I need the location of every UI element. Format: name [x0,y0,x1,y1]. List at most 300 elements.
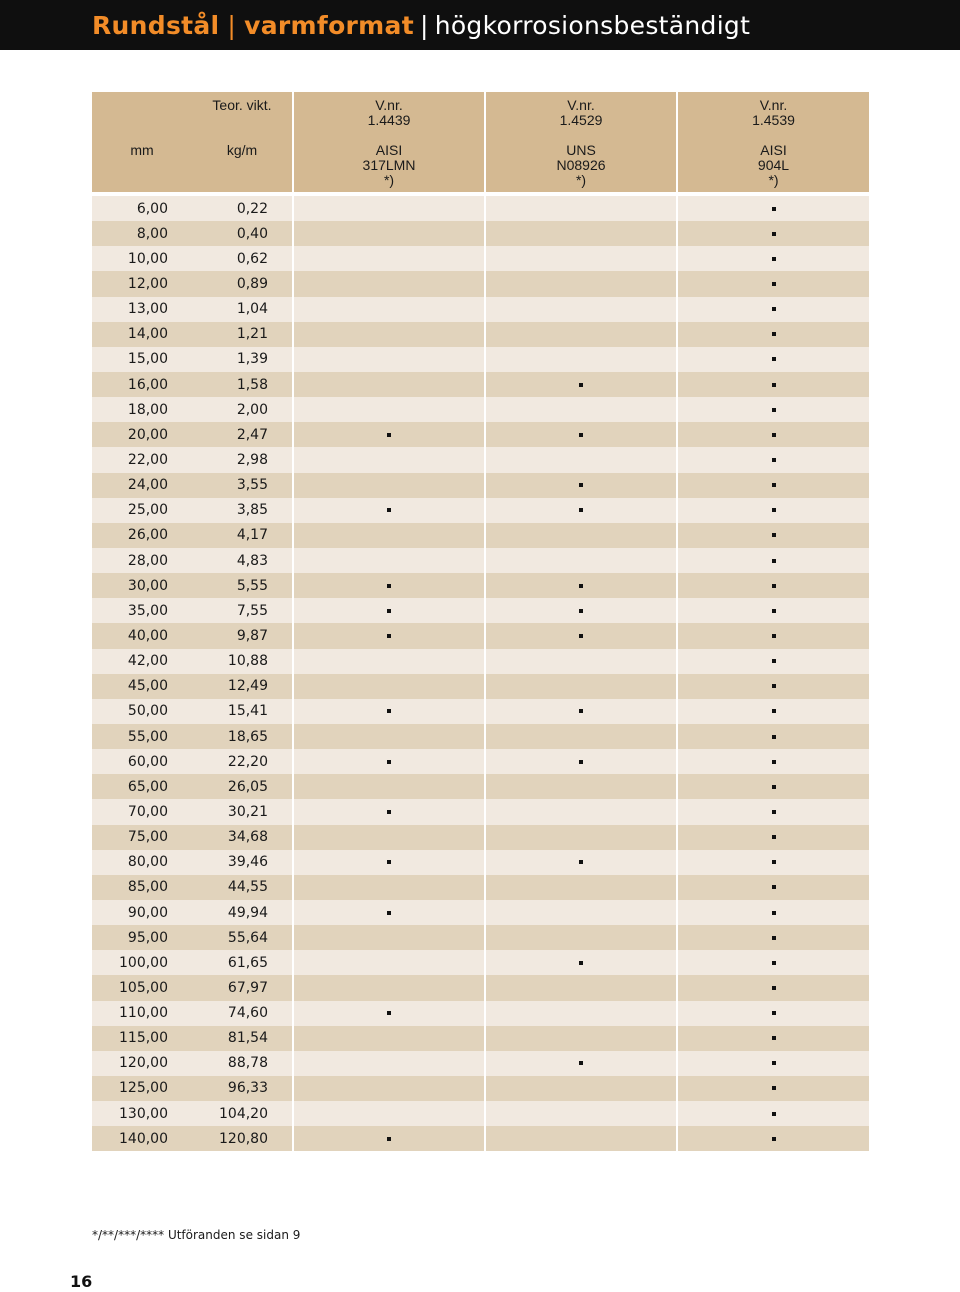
table-row [92,1001,869,1026]
title-separator: | [227,10,237,40]
cell-availability-1-4529 [484,1101,676,1126]
table-row [92,1076,869,1101]
header-col-c-top1: V.nr. [759,97,788,113]
dimension-table [92,92,869,1151]
cell-weight-kg-m: 34,68 [227,829,268,846]
availability-dot-icon [772,1112,776,1116]
cell-availability-1-4529 [484,774,676,799]
cell-availability-1-4539 [676,372,869,397]
cell-weight-kg-m: 9,87 [236,627,268,644]
cell-diameter-mm: 13,00 [127,301,168,318]
cell-diameter-mm: 50,00 [127,703,168,720]
cell-weight-kg-m: 1,39 [236,351,268,368]
cell-availability-1-4529 [484,1026,676,1051]
availability-dot-icon [579,609,583,613]
cell-availability-1-4529 [484,221,676,246]
table-row [92,322,869,347]
cell-availability-1-4529 [484,1076,676,1101]
cell-availability-1-4439 [292,925,484,950]
cell-availability-1-4539 [676,699,869,724]
table-row [92,498,869,523]
table-row [92,548,869,573]
cell-availability-1-4529 [484,1051,676,1076]
availability-dot-icon [579,1061,583,1065]
header-col-b-bot2: N08926 [556,157,606,173]
cell-weight-kg-m: 4,83 [236,552,268,569]
cell-availability-1-4439 [292,196,484,221]
cell-diameter-mm: 8,00 [136,225,168,242]
table-row [92,900,869,925]
cell-availability-1-4529 [484,473,676,498]
availability-dot-icon [772,1086,776,1090]
cell-weight-kg-m: 1,04 [236,301,268,318]
cell-availability-1-4439 [292,372,484,397]
title-part-1: Rundstål [92,10,220,40]
cell-availability-1-4529 [484,246,676,271]
availability-dot-icon [772,609,776,613]
header-col-b-top1: V.nr. [567,97,595,113]
cell-weight-kg-m: 18,65 [227,728,268,745]
availability-dot-icon [772,458,776,462]
cell-availability-1-4529 [484,699,676,724]
availability-dot-icon [387,1137,391,1141]
cell-availability-1-4539 [676,1001,869,1026]
cell-diameter-mm: 70,00 [127,803,168,820]
cell-availability-1-4539 [676,749,869,774]
availability-dot-icon [772,282,776,286]
cell-availability-1-4539 [676,825,869,850]
availability-dot-icon [772,584,776,588]
header-col-c-bot3: *) [768,172,779,188]
cell-weight-kg-m: 26,05 [227,778,268,795]
availability-dot-icon [387,1011,391,1015]
cell-weight-kg-m: 12,49 [227,678,268,695]
availability-dot-icon [579,709,583,713]
cell-availability-1-4439 [292,674,484,699]
availability-dot-icon [579,433,583,437]
cell-diameter-mm: 40,00 [127,627,168,644]
cell-diameter-mm: 42,00 [127,653,168,670]
table-body [92,196,869,1151]
availability-dot-icon [579,508,583,512]
cell-availability-1-4439 [292,825,484,850]
table-row [92,347,869,372]
table-row [92,196,869,221]
cell-availability-1-4539 [676,397,869,422]
cell-diameter-mm: 12,00 [127,275,168,292]
table-row [92,649,869,674]
table-row [92,1101,869,1126]
header-col-a-top2: 1.4439 [367,112,411,128]
availability-dot-icon [579,760,583,764]
availability-dot-icon [387,810,391,814]
table-row [92,1051,869,1076]
table-row [92,975,869,1000]
table-row [92,850,869,875]
table-row [92,699,869,724]
cell-diameter-mm: 28,00 [127,552,168,569]
cell-diameter-mm: 25,00 [127,502,168,519]
table-row [92,925,869,950]
table-row [92,221,869,246]
header-kg [192,92,292,192]
availability-dot-icon [772,709,776,713]
cell-diameter-mm: 60,00 [127,753,168,770]
availability-dot-icon [387,584,391,588]
cell-availability-1-4539 [676,548,869,573]
cell-availability-1-4439 [292,347,484,372]
table-row [92,674,869,699]
cell-availability-1-4529 [484,900,676,925]
header-col-c-bot1: AISI [760,142,787,158]
cell-weight-kg-m: 2,47 [236,426,268,443]
cell-availability-1-4539 [676,498,869,523]
cell-availability-1-4529 [484,523,676,548]
cell-diameter-mm: 22,00 [127,451,168,468]
cell-availability-1-4439 [292,422,484,447]
header-col-b-bot1: UNS [566,142,596,158]
cell-availability-1-4539 [676,623,869,648]
table-row [92,246,869,271]
cell-diameter-mm: 26,00 [127,527,168,544]
cell-diameter-mm: 80,00 [127,854,168,871]
cell-weight-kg-m: 0,62 [236,250,268,267]
header-mm-label: mm [130,142,154,158]
cell-availability-1-4439 [292,950,484,975]
cell-availability-1-4439 [292,1026,484,1051]
header-kg-top: Teor. vikt. [212,97,272,113]
cell-availability-1-4539 [676,1101,869,1126]
title-part-2: varmformat [244,10,414,40]
availability-dot-icon [772,1137,776,1141]
cell-availability-1-4539 [676,246,869,271]
cell-availability-1-4539 [676,447,869,472]
cell-availability-1-4539 [676,1051,869,1076]
cell-availability-1-4539 [676,674,869,699]
cell-availability-1-4529 [484,598,676,623]
cell-weight-kg-m: 1,58 [236,376,268,393]
availability-dot-icon [387,860,391,864]
cell-diameter-mm: 16,00 [127,376,168,393]
cell-diameter-mm: 85,00 [127,879,168,896]
table-row [92,372,869,397]
cell-availability-1-4539 [676,900,869,925]
cell-availability-1-4439 [292,573,484,598]
cell-diameter-mm: 65,00 [127,778,168,795]
availability-dot-icon [772,760,776,764]
cell-weight-kg-m: 88,78 [227,1055,268,1072]
table-header [92,92,869,196]
cell-weight-kg-m: 96,33 [227,1080,268,1097]
cell-availability-1-4439 [292,1126,484,1151]
availability-dot-icon [772,257,776,261]
cell-weight-kg-m: 120,80 [219,1130,268,1147]
availability-dot-icon [387,911,391,915]
cell-diameter-mm: 115,00 [119,1030,168,1047]
cell-availability-1-4439 [292,271,484,296]
header-col-c-top2: 1.4539 [752,112,795,128]
cell-availability-1-4529 [484,573,676,598]
table-row [92,799,869,824]
cell-availability-1-4539 [676,473,869,498]
cell-availability-1-4439 [292,724,484,749]
availability-dot-icon [387,760,391,764]
cell-weight-kg-m: 7,55 [236,602,268,619]
availability-dot-icon [772,1061,776,1065]
availability-dot-icon [772,885,776,889]
availability-dot-icon [772,986,776,990]
cell-availability-1-4439 [292,447,484,472]
cell-availability-1-4529 [484,196,676,221]
cell-availability-1-4539 [676,724,869,749]
cell-availability-1-4529 [484,825,676,850]
header-col-b-top2: 1.4529 [559,112,603,128]
cell-availability-1-4529 [484,975,676,1000]
availability-dot-icon [772,408,776,412]
availability-dot-icon [772,835,776,839]
cell-availability-1-4539 [676,196,869,221]
availability-dot-icon [387,709,391,713]
cell-availability-1-4439 [292,649,484,674]
cell-availability-1-4529 [484,422,676,447]
table-row [92,397,869,422]
cell-diameter-mm: 90,00 [127,904,168,921]
cell-availability-1-4539 [676,875,869,900]
cell-availability-1-4439 [292,246,484,271]
cell-weight-kg-m: 22,20 [227,753,268,770]
cell-availability-1-4529 [484,623,676,648]
cell-diameter-mm: 18,00 [127,401,168,418]
availability-dot-icon [387,634,391,638]
cell-availability-1-4539 [676,799,869,824]
availability-dot-icon [772,232,776,236]
availability-dot-icon [772,383,776,387]
availability-dot-icon [772,508,776,512]
cell-availability-1-4439 [292,975,484,1000]
cell-availability-1-4439 [292,498,484,523]
cell-availability-1-4529 [484,749,676,774]
table-row [92,297,869,322]
cell-availability-1-4539 [676,347,869,372]
cell-availability-1-4439 [292,749,484,774]
availability-dot-icon [772,207,776,211]
cell-weight-kg-m: 104,20 [219,1105,268,1122]
cell-availability-1-4439 [292,774,484,799]
cell-diameter-mm: 120,00 [119,1055,168,1072]
cell-diameter-mm: 75,00 [127,829,168,846]
cell-availability-1-4439 [292,473,484,498]
header-col-1-4439 [292,92,484,192]
cell-weight-kg-m: 10,88 [227,653,268,670]
availability-dot-icon [772,634,776,638]
table-row [92,422,869,447]
availability-dot-icon [772,433,776,437]
cell-availability-1-4529 [484,297,676,322]
cell-availability-1-4539 [676,975,869,1000]
title-separator-2: | [419,10,429,40]
cell-availability-1-4529 [484,875,676,900]
cell-availability-1-4529 [484,674,676,699]
cell-availability-1-4529 [484,447,676,472]
cell-weight-kg-m: 67,97 [227,979,268,996]
cell-availability-1-4539 [676,925,869,950]
cell-diameter-mm: 100,00 [119,954,168,971]
cell-availability-1-4439 [292,799,484,824]
availability-dot-icon [772,961,776,965]
availability-dot-icon [387,609,391,613]
cell-availability-1-4539 [676,1026,869,1051]
cell-weight-kg-m: 3,55 [236,477,268,494]
cell-diameter-mm: 110,00 [119,1005,168,1022]
availability-dot-icon [772,810,776,814]
cell-diameter-mm: 24,00 [127,477,168,494]
cell-diameter-mm: 105,00 [119,979,168,996]
table-row [92,447,869,472]
cell-diameter-mm: 95,00 [127,929,168,946]
cell-availability-1-4529 [484,724,676,749]
availability-dot-icon [772,357,776,361]
table-row [92,724,869,749]
cell-weight-kg-m: 5,55 [236,577,268,594]
header-mm [92,92,192,192]
cell-weight-kg-m: 30,21 [227,803,268,820]
availability-dot-icon [772,483,776,487]
availability-dot-icon [772,559,776,563]
availability-dot-icon [579,961,583,965]
cell-diameter-mm: 20,00 [127,426,168,443]
cell-availability-1-4539 [676,523,869,548]
cell-availability-1-4529 [484,1126,676,1151]
cell-availability-1-4529 [484,372,676,397]
cell-availability-1-4539 [676,774,869,799]
availability-dot-icon [772,307,776,311]
table-row [92,875,869,900]
availability-dot-icon [772,533,776,537]
availability-dot-icon [579,383,583,387]
cell-weight-kg-m: 15,41 [227,703,268,720]
page-title-bar [0,0,960,50]
table-row [92,774,869,799]
cell-weight-kg-m: 1,21 [236,326,268,343]
cell-availability-1-4439 [292,1076,484,1101]
cell-weight-kg-m: 0,40 [236,225,268,242]
table-row [92,950,869,975]
cell-availability-1-4529 [484,1001,676,1026]
footnote: */**/***/**** Utföranden se sidan 9 [92,1228,301,1242]
cell-availability-1-4439 [292,623,484,648]
availability-dot-icon [772,332,776,336]
cell-availability-1-4439 [292,1101,484,1126]
availability-dot-icon [579,584,583,588]
availability-dot-icon [772,911,776,915]
cell-weight-kg-m: 49,94 [227,904,268,921]
cell-availability-1-4539 [676,322,869,347]
cell-availability-1-4529 [484,322,676,347]
cell-availability-1-4439 [292,548,484,573]
cell-availability-1-4539 [676,950,869,975]
availability-dot-icon [772,1036,776,1040]
header-col-a-top1: V.nr. [375,97,403,113]
availability-dot-icon [772,936,776,940]
cell-availability-1-4439 [292,322,484,347]
cell-diameter-mm: 55,00 [127,728,168,745]
table-row [92,825,869,850]
cell-weight-kg-m: 81,54 [227,1030,268,1047]
table-row [92,523,869,548]
table-row [92,271,869,296]
cell-weight-kg-m: 2,98 [236,451,268,468]
availability-dot-icon [772,1011,776,1015]
availability-dot-icon [579,634,583,638]
cell-availability-1-4529 [484,347,676,372]
cell-availability-1-4539 [676,422,869,447]
title-part-3: högkorrosionsbeständigt [434,10,751,40]
cell-weight-kg-m: 39,46 [227,854,268,871]
cell-diameter-mm: 30,00 [127,577,168,594]
cell-diameter-mm: 35,00 [127,602,168,619]
cell-diameter-mm: 125,00 [119,1080,168,1097]
cell-availability-1-4539 [676,1076,869,1101]
cell-availability-1-4539 [676,573,869,598]
cell-availability-1-4439 [292,900,484,925]
availability-dot-icon [579,860,583,864]
header-col-c-bot2: 904L [757,157,790,173]
cell-diameter-mm: 15,00 [127,351,168,368]
cell-diameter-mm: 130,00 [119,1105,168,1122]
cell-availability-1-4439 [292,699,484,724]
availability-dot-icon [772,659,776,663]
cell-availability-1-4439 [292,221,484,246]
cell-availability-1-4439 [292,1051,484,1076]
header-col-b-bot3: *) [575,172,587,188]
cell-weight-kg-m: 0,22 [236,200,268,217]
header-col-1-4539 [676,92,869,192]
cell-availability-1-4529 [484,649,676,674]
cell-availability-1-4529 [484,498,676,523]
table-row [92,473,869,498]
table-row [92,598,869,623]
header-col-1-4529 [484,92,676,192]
header-kg-bottom: kg/m [226,142,258,158]
table-row [92,1126,869,1151]
cell-weight-kg-m: 3,85 [236,502,268,519]
cell-diameter-mm: 6,00 [136,200,168,217]
cell-weight-kg-m: 4,17 [236,527,268,544]
cell-availability-1-4439 [292,523,484,548]
availability-dot-icon [387,508,391,512]
table-row [92,623,869,648]
cell-weight-kg-m: 2,00 [236,401,268,418]
cell-weight-kg-m: 44,55 [227,879,268,896]
table-row [92,573,869,598]
availability-dot-icon [387,433,391,437]
cell-availability-1-4439 [292,1001,484,1026]
cell-weight-kg-m: 0,89 [236,275,268,292]
cell-availability-1-4539 [676,649,869,674]
cell-availability-1-4529 [484,950,676,975]
availability-dot-icon [579,483,583,487]
cell-availability-1-4539 [676,221,869,246]
cell-availability-1-4439 [292,875,484,900]
cell-availability-1-4529 [484,397,676,422]
cell-availability-1-4539 [676,1126,869,1151]
availability-dot-icon [772,860,776,864]
cell-availability-1-4529 [484,799,676,824]
availability-dot-icon [772,735,776,739]
cell-weight-kg-m: 55,64 [227,929,268,946]
cell-availability-1-4529 [484,548,676,573]
cell-availability-1-4439 [292,850,484,875]
